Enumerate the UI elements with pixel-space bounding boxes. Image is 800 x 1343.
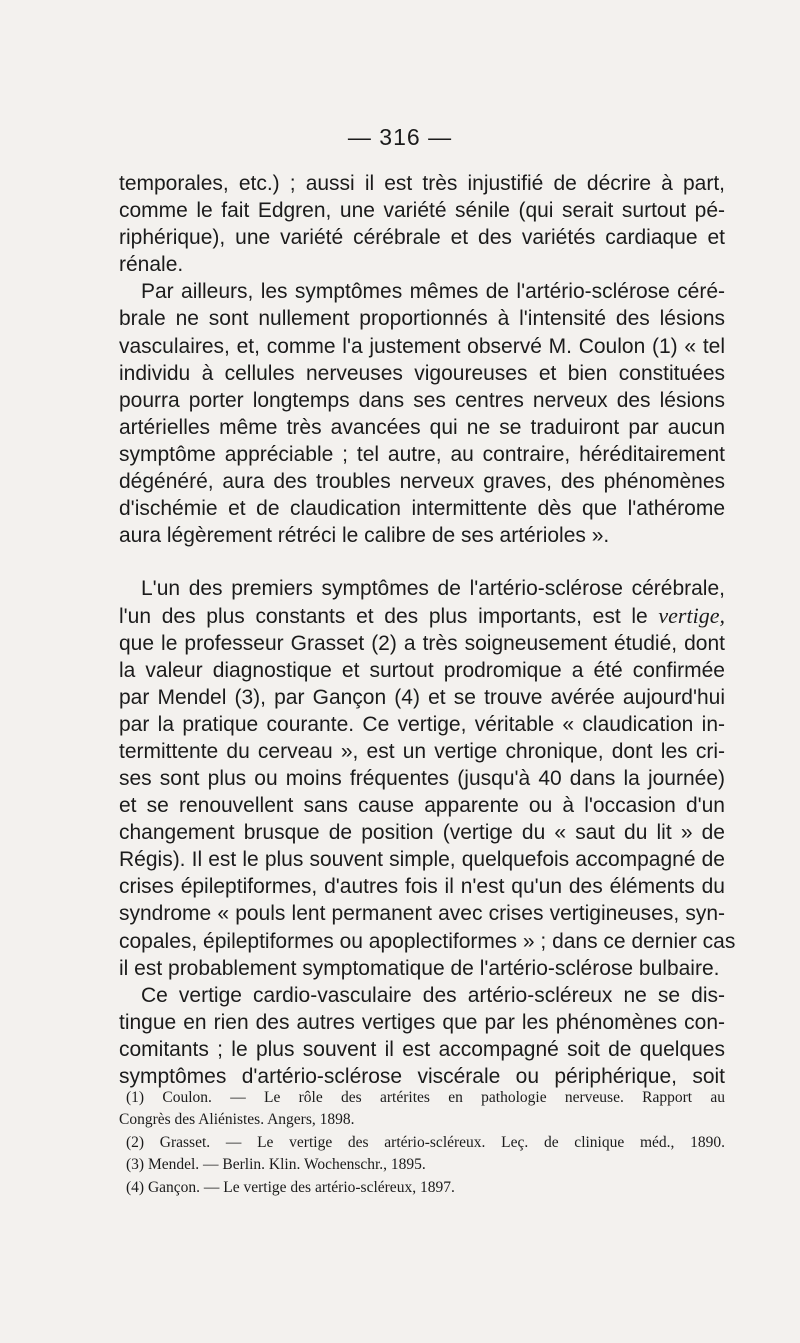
page-number: — 316 — (347, 124, 453, 150)
paragraph-4 (119, 982, 725, 1090)
text-line: et se renouvellent sans cause apparente ou à l'occasion d'un (119, 794, 725, 818)
text-line: Ce vertige cardio-vasculaire des artério-scléreux ne se dis- (141, 983, 725, 1007)
footnote-3: (3) Mendel. — Berlin. Klin. Wochenschr., 1895. (126, 1156, 426, 1174)
text-line: individu à cellules nerveuses vigoureuses et bien constituées (119, 361, 725, 385)
text-line: que le professeur Grasset (2) a très soigneusement étudié, dont (119, 631, 725, 655)
text-line: par la pratique courante. Ce vertige, véritable « claudication in- (119, 712, 725, 736)
text-line: d'ischémie et de claudication intermittente dès que l'athérome (119, 497, 725, 521)
text-line: aura légèrement rétréci le calibre de ses artérioles ». (119, 524, 610, 548)
text-line: symptômes d'artério-sclérose viscérale ou périphérique, soit (119, 1065, 725, 1088)
text-line: temporales, etc.) ; aussi il est très injustifié de décrire à part, (119, 172, 725, 195)
text-line: symptôme appréciable ; tel autre, au contraire, héréditairement (119, 442, 725, 466)
text-line: vasculaires, et, comme l'a justement observé M. Coulon (1) « tel (119, 334, 725, 358)
paragraph-2 (119, 278, 725, 549)
text-line: dégénéré, aura des troubles nerveux graves, des phénomènes (119, 470, 725, 494)
footnotes (119, 1087, 725, 1199)
text-line: syndrome « pouls lent permanent avec crises vertigineuses, syn- (119, 902, 725, 926)
text-line: comitants ; le plus souvent il est accompagné soit de quelques (119, 1037, 725, 1061)
text-line: rénale. (119, 253, 184, 277)
paragraph-1 (119, 170, 725, 278)
text-line: pourra porter longtemps dans ses centres nerveux des lésions (119, 388, 725, 412)
footnote-1: (1) Coulon. — Le rôle des artérites en pathologie nerveuse. Rapport au (126, 1089, 725, 1106)
text-line: artérielles même très avancées qui ne se traduiront par aucun (119, 415, 725, 439)
text-line: ses sont plus ou moins fréquentes (jusqu'à 40 dans la journée) (119, 766, 725, 790)
text-line: riphérique), une variété cérébrale et des variétés cardiaque et (119, 226, 725, 250)
text-line (119, 602, 725, 629)
footnote-1-cont: Congrès des Aliénistes. Angers, 1898. (119, 1111, 355, 1129)
text-line: crises épileptiformes, d'autres fois il n'est qu'un des éléments du (119, 875, 725, 899)
text-line: Par ailleurs, les symptômes mêmes de l'artério-sclérose céré- (141, 280, 725, 304)
text-line: comme le fait Edgren, une variété sénile (qui serait surtout pé- (119, 199, 725, 223)
footnote-2: (2) Grasset. — Le vertige des artério-scléreux. Leç. de clinique méd., 1890. (126, 1133, 725, 1151)
text-line: L'un des premiers symptômes de l'artério-sclérose cérébrale, (141, 577, 725, 601)
text-line: par Mendel (3), par Gançon (4) et se trouve avérée aujourd'hui (119, 685, 725, 709)
text-line: Régis). Il est le plus souvent simple, quelquefois accompagné de (119, 848, 725, 872)
vertige-emphasis: vertige, (658, 603, 725, 629)
text-line: il est probablement symptomatique de l'artério-sclérose bulbaire. (119, 956, 720, 980)
text-line: termittente du cerveau », est un vertige chronique, dont les cri- (119, 739, 725, 763)
text-line: copales, épileptiformes ou apoplectiformes » ; dans ce dernier cas (119, 929, 736, 953)
text-line: la valeur diagnostique et surtout prodromique a été confirmée (119, 658, 725, 682)
text-line: tingue en rien des autres vertiges que par les phénomènes con- (119, 1010, 725, 1034)
footnote-4: (4) Gançon. — Le vertige des artério-scléreux, 1897. (126, 1178, 455, 1196)
text-span: l'un des plus constants et des plus importants, est le (119, 605, 659, 629)
text-line: brale ne sont nullement proportionnés à l'intensité des lésions (119, 307, 725, 331)
body-text (119, 170, 736, 1090)
text-line: changement brusque de position (vertige du « saut du lit » de (119, 821, 725, 845)
paragraph-3 (119, 575, 736, 981)
